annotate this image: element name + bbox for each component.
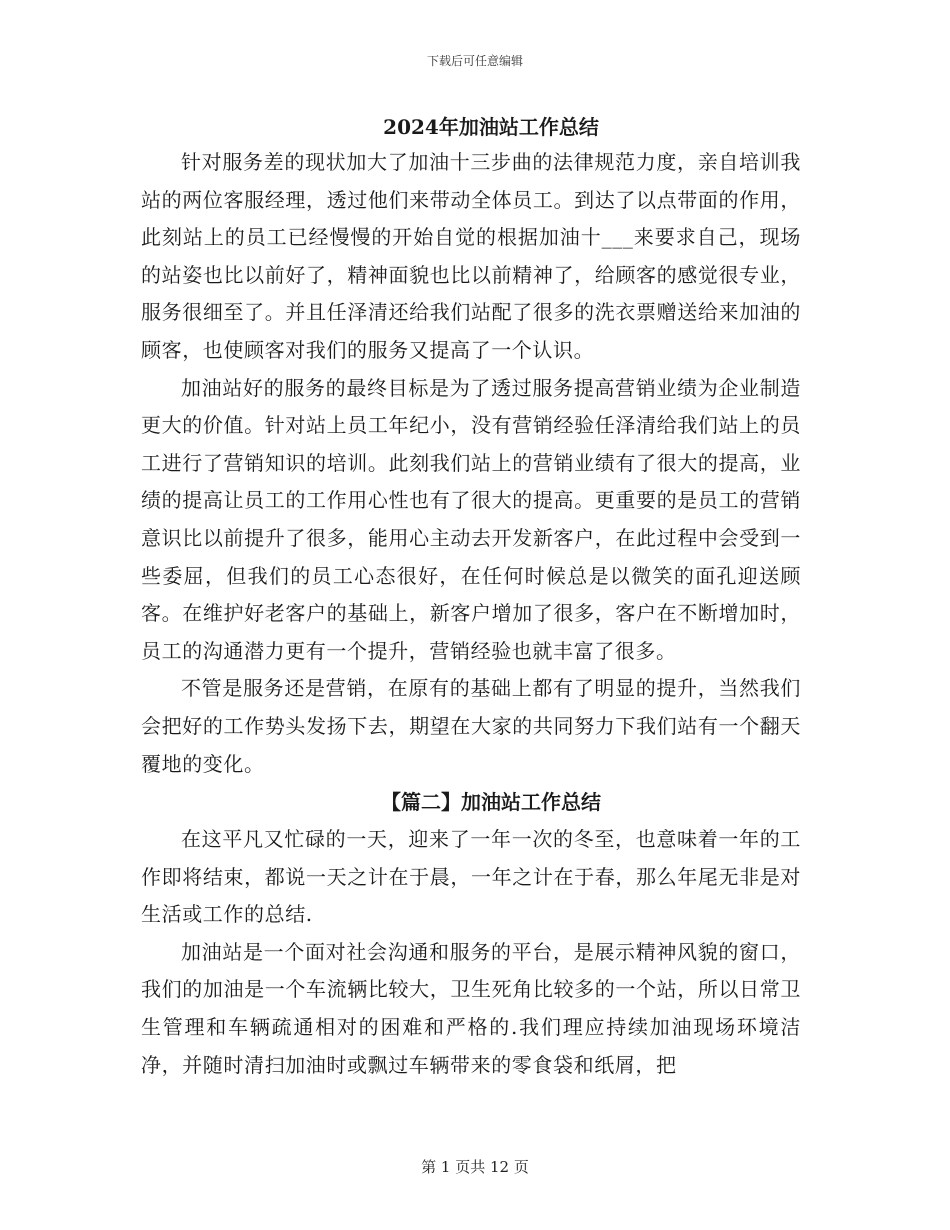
section-2-paragraph-1: 在这平凡又忙碌的一天，迎来了一年一次的冬至，也意味着一年的工作即将结束，都说一天之计在于晨，一年之计在于春，那么年尾无非是对生活或工作的总结. [141,827,801,927]
paragraph-3: 不管是服务还是营销，在原有的基础上都有了明显的提升，当然我们会把好的工作势头发扬下去，期望在大家的共同努力下我们站有一个翻天覆地的变化。 [141,676,801,776]
page-number-footer: 第 1 页共 12 页 [421,1158,529,1176]
section-2-paragraph-2: 加油站是一个面对社会沟通和服务的平台，是展示精神风貌的窗口，我们的加油是一个车流辆比较大，卫生死角比较多的一个站，所以日常卫生管理和车辆疏通相对的困难和严格的.我们理应持续加油现场环境洁净，并随时清扫加油时或飘过车辆带来的零食袋和纸屑，把 [141,939,801,1077]
document-body [141,110,801,1084]
document-title: 2024年加油站工作总结 [383,115,599,139]
section-2-title: 【篇二】加油站工作总结 [381,790,601,815]
paragraph-2: 加油站好的服务的最终目标是为了透过服务提高营销业绩为企业制造更大的价值。针对站上员工年纪小，没有营销经验任泽清给我们站上的员工进行了营销知识的培训。此刻我们站上的营销业绩有了很大的提高，业绩的提高让员工的工作用心性也有了很大的提高。更重要的是员工的营销意识比以前提升了很多，能用心主动去开发新客户，在此过程中会受到一些委屈，但我们的员工心态很好，在任何时候总是以微笑的面孔迎送顾客。在维护好老客户的基础上，新客户增加了很多，客户在不断增加时，员工的沟通潜力更有一个提升，营销经验也就丰富了很多。 [141,375,801,663]
paragraph-1: 针对服务差的现状加大了加油十三步曲的法律规范力度，亲自培训我站的两位客服经理，透过他们来带动全体员工。到达了以点带面的作用，此刻站上的员工已经慢慢的开始自觉的根据加油十___来要求自己，现场的站姿也比以前好了，精神面貌也比以前精神了，给顾客的感觉很专业，服务很细至了。并且任泽清还给我们站配了很多的洗衣票赠送给来加油的顾客，也使顾客对我们的服务又提高了一个认识。 [141,150,801,362]
page-header-note: 下载后可任意编辑 [426,54,523,68]
